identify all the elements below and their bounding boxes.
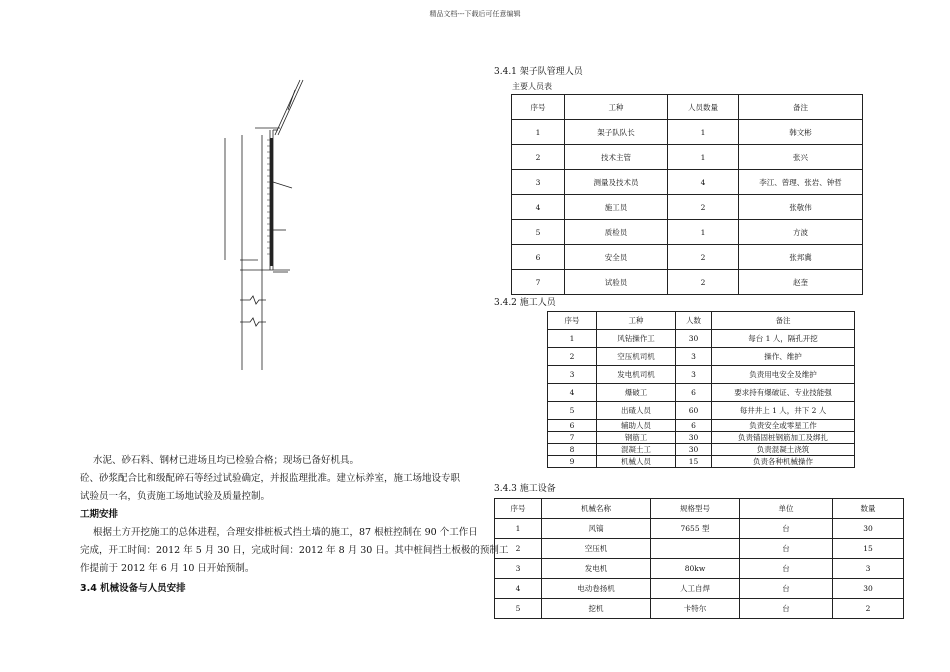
table-cell: 3 <box>512 170 565 195</box>
table-row <box>512 220 863 245</box>
header-machine-name: 机械名称 <box>542 499 651 519</box>
table-cell: 30 <box>676 330 712 348</box>
table-cell: 负责用电安全及维护 <box>712 366 855 384</box>
table-cell: 操作、维护 <box>712 348 855 366</box>
table-cell: 张邦冀 <box>739 245 863 270</box>
table-cell: 2 <box>668 245 739 270</box>
paragraph-schedule-line3: 作提前于 2012 年 6 月 10 日开始预制。 <box>80 563 255 574</box>
table-cell: 要求持有爆破证、专业技能强 <box>712 384 855 402</box>
table-cell: 赵奎 <box>739 270 863 295</box>
table-cell: 3 <box>676 348 712 366</box>
table-cell: 2 <box>833 599 904 619</box>
equipment-table <box>494 498 904 619</box>
table-cell: 15 <box>676 456 712 468</box>
table-cell: 试验员 <box>565 270 668 295</box>
table-cell: 空压机 <box>542 539 651 559</box>
table-cell: 李江、曾理、张岩、钟哲 <box>739 170 863 195</box>
table-cell: 台 <box>740 559 833 579</box>
table-header-row <box>495 499 904 519</box>
table-cell: 辅助人员 <box>597 420 676 432</box>
table-caption-main-personnel: 主要人员表 <box>512 82 552 91</box>
table-row <box>512 120 863 145</box>
table-row <box>548 330 855 348</box>
table-row <box>512 145 863 170</box>
table-cell: 测量及技术员 <box>565 170 668 195</box>
table-cell: 30 <box>676 444 712 456</box>
paragraph-schedule-line1: 根据土方开挖施工的总体进程，合理安排桩板式挡土墙的施工，87 根桩控制在 90 个工作日 <box>93 527 478 538</box>
table-row <box>548 402 855 420</box>
heading-schedule: 工期安排 <box>80 509 119 520</box>
header-count: 人数 <box>676 312 712 330</box>
header-no: 序号 <box>548 312 597 330</box>
table-row <box>495 579 904 599</box>
table-row <box>495 519 904 539</box>
table-cell: 发电机司机 <box>597 366 676 384</box>
table-row <box>548 444 855 456</box>
table-cell: 每井井上 1 人，井下 2 人 <box>712 402 855 420</box>
table-cell: 4 <box>512 195 565 220</box>
table-cell: 爆破工 <box>597 384 676 402</box>
table-cell: 9 <box>548 456 597 468</box>
table-cell: 60 <box>676 402 712 420</box>
table-row <box>495 559 904 579</box>
table-cell: 6 <box>512 245 565 270</box>
header-quantity: 数量 <box>833 499 904 519</box>
table-row <box>548 420 855 432</box>
table-header-row <box>548 312 855 330</box>
retaining-wall-drawing <box>200 60 320 390</box>
paragraph-materials: 水泥、砂石料、钢材已进场且均已检验合格；现场已备好机具。 <box>93 455 360 466</box>
table-cell: 风镐 <box>542 519 651 539</box>
page-header: 精品文档---下载后可任意编辑 <box>429 10 521 18</box>
heading-section-3-4: 3.4 机械设备与人员安排 <box>80 583 186 594</box>
table-cell: 1 <box>495 519 542 539</box>
table-cell: 架子队队长 <box>565 120 668 145</box>
table-cell: 2 <box>495 539 542 559</box>
table-cell: 6 <box>676 384 712 402</box>
table-row <box>548 348 855 366</box>
table-cell: 4 <box>495 579 542 599</box>
table-cell: 6 <box>548 420 597 432</box>
table-cell: 钢筋工 <box>597 432 676 444</box>
table-cell: 安全员 <box>565 245 668 270</box>
header-type: 工种 <box>565 95 668 120</box>
construction-personnel-table <box>547 311 855 468</box>
table-cell: 30 <box>833 519 904 539</box>
table-cell: 1 <box>548 330 597 348</box>
paragraph-testing-line1: 砼、砂浆配合比和级配碎石等经过试验确定，并报监理批准。建立标养室，施工场地设专职 <box>80 473 461 484</box>
table-row <box>512 245 863 270</box>
table-cell: 7655 型 <box>651 519 740 539</box>
header-unit: 单位 <box>740 499 833 519</box>
table-cell: 1 <box>668 120 739 145</box>
section-3-4-1-title: 3.4.1 架子队管理人员 <box>494 67 583 77</box>
table-cell: 1 <box>668 220 739 245</box>
table-cell: 卡特尔 <box>651 599 740 619</box>
table-cell: 发电机 <box>542 559 651 579</box>
table-cell: 2 <box>548 348 597 366</box>
table-cell: 5 <box>512 220 565 245</box>
header-no: 序号 <box>495 499 542 519</box>
section-3-4-2-title: 3.4.2 施工人员 <box>494 298 556 308</box>
table-cell: 韩文彬 <box>739 120 863 145</box>
table-cell <box>651 539 740 559</box>
table-cell: 8 <box>548 444 597 456</box>
table-cell: 技术主管 <box>565 145 668 170</box>
table-row <box>512 270 863 295</box>
table-cell: 电动卷扬机 <box>542 579 651 599</box>
paragraph-schedule-line2: 完成，开工时间：2012 年 5 月 30 日，完成时间：2012 年 8 月 30 日。其中桩间挡土板极的预制工 <box>80 545 509 556</box>
table-cell: 7 <box>512 270 565 295</box>
table-cell: 1 <box>668 145 739 170</box>
table-cell: 5 <box>495 599 542 619</box>
table-cell: 6 <box>676 420 712 432</box>
table-cell: 4 <box>668 170 739 195</box>
table-cell: 方波 <box>739 220 863 245</box>
table-cell: 机械人员 <box>597 456 676 468</box>
header-no: 序号 <box>512 95 565 120</box>
table-cell: 负责混凝土浇筑 <box>712 444 855 456</box>
table-cell: 施工员 <box>565 195 668 220</box>
section-3-4-3-title: 3.4.3 施工设备 <box>494 484 556 494</box>
table-cell: 风钻操作工 <box>597 330 676 348</box>
table-cell: 3 <box>548 366 597 384</box>
table-cell: 台 <box>740 599 833 619</box>
header-type: 工种 <box>597 312 676 330</box>
header-count: 人员数量 <box>668 95 739 120</box>
table-row <box>512 195 863 220</box>
table-cell: 挖机 <box>542 599 651 619</box>
table-cell: 台 <box>740 539 833 559</box>
paragraph-testing-line2: 试验员一名，负责施工场地试验及质量控制。 <box>80 491 271 502</box>
table-cell: 每台 1 人，隔孔开挖 <box>712 330 855 348</box>
table-cell: 15 <box>833 539 904 559</box>
table-row <box>512 170 863 195</box>
table-row <box>548 366 855 384</box>
table-cell: 负责各种机械操作 <box>712 456 855 468</box>
table-row <box>495 539 904 559</box>
table-cell: 5 <box>548 402 597 420</box>
table-cell: 张兴 <box>739 145 863 170</box>
table-cell: 2 <box>668 270 739 295</box>
table-cell: 台 <box>740 519 833 539</box>
table-cell: 4 <box>548 384 597 402</box>
table-cell: 1 <box>512 120 565 145</box>
main-personnel-table <box>511 94 863 295</box>
table-cell: 负责锚固桩钢筋加工及绑扎 <box>712 432 855 444</box>
table-row <box>495 599 904 619</box>
table-cell: 3 <box>495 559 542 579</box>
table-cell: 3 <box>676 366 712 384</box>
table-cell: 30 <box>833 579 904 599</box>
header-note: 备注 <box>739 95 863 120</box>
table-cell: 80kw <box>651 559 740 579</box>
table-cell: 2 <box>668 195 739 220</box>
table-cell: 出碴人员 <box>597 402 676 420</box>
table-row <box>548 432 855 444</box>
table-row <box>548 456 855 468</box>
table-cell: 质检员 <box>565 220 668 245</box>
table-cell: 混凝土工 <box>597 444 676 456</box>
table-cell: 3 <box>833 559 904 579</box>
header-note: 备注 <box>712 312 855 330</box>
table-cell: 30 <box>676 432 712 444</box>
table-cell: 2 <box>512 145 565 170</box>
table-cell: 空压机司机 <box>597 348 676 366</box>
table-cell: 张敬伟 <box>739 195 863 220</box>
table-cell: 人工自焊 <box>651 579 740 599</box>
table-cell: 7 <box>548 432 597 444</box>
header-spec: 规格型号 <box>651 499 740 519</box>
table-cell: 台 <box>740 579 833 599</box>
table-row <box>548 384 855 402</box>
table-header-row <box>512 95 863 120</box>
table-cell: 负责安全或零星工作 <box>712 420 855 432</box>
